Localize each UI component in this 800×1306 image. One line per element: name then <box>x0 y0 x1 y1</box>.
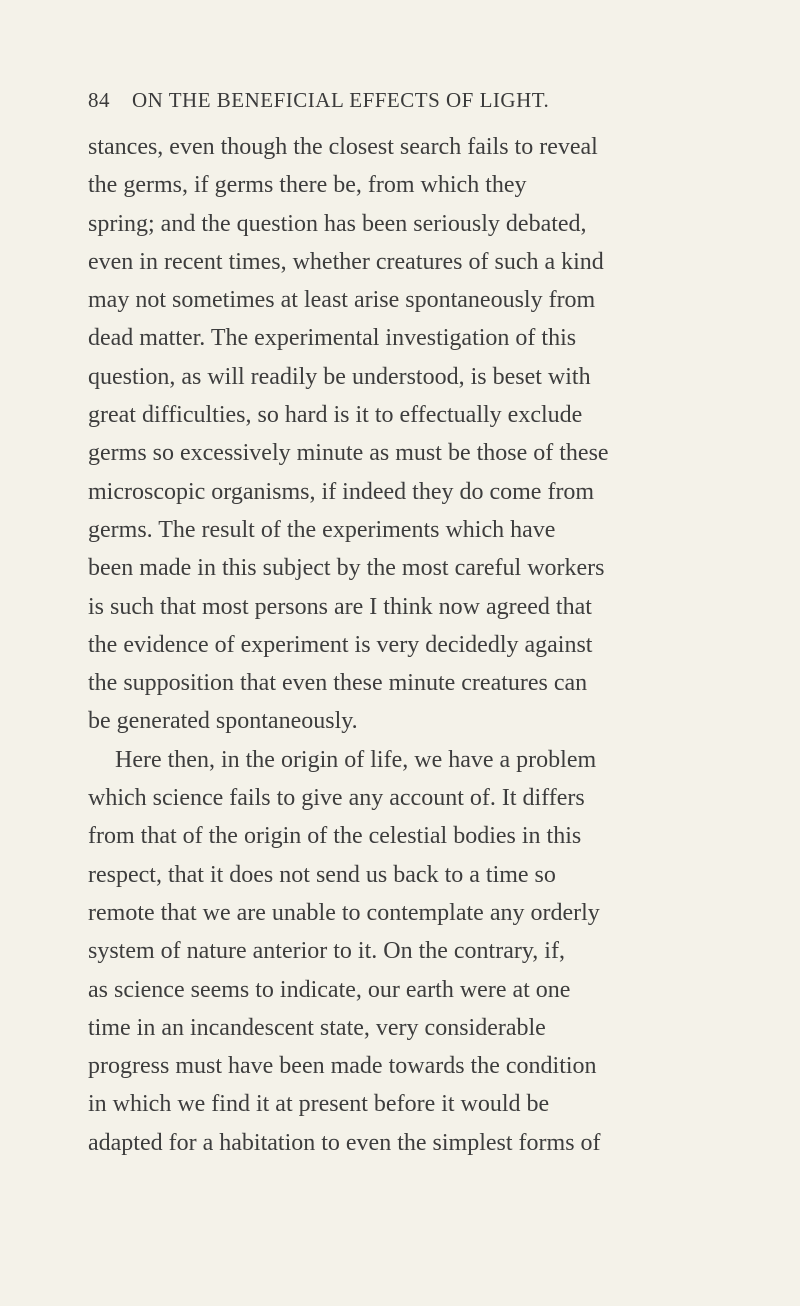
text-line: germs so excessively minute as must be those of these <box>88 440 609 467</box>
body-text <box>88 128 708 1162</box>
text-line: even in recent times, whether creatures of such a kind <box>88 248 604 275</box>
text-line: great difficulties, so hard is it to effectually exclude <box>88 402 583 429</box>
text-line: may not sometimes at least arise spontaneously from <box>88 287 596 314</box>
text-line: in which we find it at present before it would be <box>88 1091 550 1118</box>
text-line: is such that most persons are I think now agreed that <box>88 593 592 620</box>
text-line: question, as will readily be understood, is beset with <box>88 363 591 390</box>
page-number: 84 <box>88 88 110 112</box>
running-title: ON THE BENEFICIAL EFFECTS OF LIGHT. <box>132 88 550 112</box>
text-line: which science fails to give any account of. It differs <box>88 785 585 812</box>
text-line: time in an incandescent state, very considerable <box>88 1014 546 1041</box>
text-line: be generated spontaneously. <box>88 708 358 735</box>
text-line: stances, even though the closest search fails to reveal <box>88 134 598 160</box>
text-line: microscopic organisms, if indeed they do come from <box>88 478 595 505</box>
text-line: the germs, if germs there be, from which they <box>88 172 527 199</box>
text-line: spring; and the question has been seriously debated, <box>88 210 587 237</box>
text-line: adapted for a habitation to even the simplest forms of <box>88 1129 601 1156</box>
text-line: from that of the origin of the celestial bodies in this <box>88 823 582 850</box>
text-line: the evidence of experiment is very decidedly against <box>88 631 593 658</box>
text-line: the supposition that even these minute creatures can <box>88 670 588 697</box>
text-line: progress must have been made towards the condition <box>88 1053 597 1080</box>
text-line: as science seems to indicate, our earth were at one <box>88 976 571 1003</box>
paragraph-start-line: Here then, in the origin of life, we have a problem <box>115 746 597 773</box>
page-header <box>88 86 688 120</box>
text-line: remote that we are unable to contemplate any orderly <box>88 899 600 926</box>
text-line: been made in this subject by the most careful workers <box>88 555 605 582</box>
text-line: respect, that it does not send us back to a time so <box>88 861 556 888</box>
text-line: system of nature anterior to it. On the contrary, if, <box>88 938 565 965</box>
text-line: dead matter. The experimental investigation of this <box>88 325 577 352</box>
text-line: germs. The result of the experiments which have <box>88 516 556 543</box>
